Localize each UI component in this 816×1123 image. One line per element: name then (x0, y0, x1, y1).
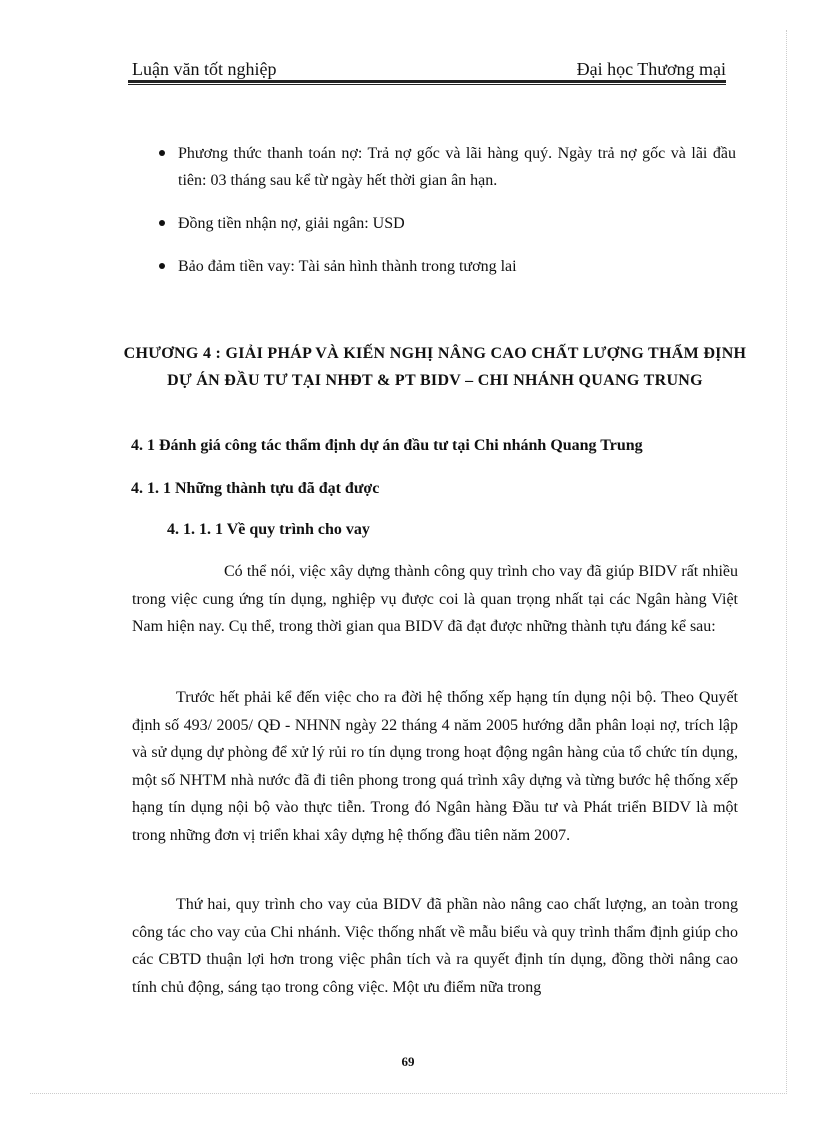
paragraph: Thứ hai, quy trình cho vay của BIDV đã phần nào nâng cao chất lượng, an toàn trong công tác cho vay của Chi nhánh. Việc thống nhất về mẫu biểu và quy trình thẩm định giúp cho các CBTD thuận lợi hơn trong việc phân tích và ra quyết định tín dụng, đồng thời nâng cao tính chủ động, sáng tạo trong công việc. Một ưu điểm nữa trong (132, 896, 738, 996)
header-right-title: Đại học Thương mại (576, 59, 726, 79)
list-item (158, 253, 736, 280)
list-item (158, 140, 736, 194)
header-left-title: Luận văn tốt nghiệp (132, 59, 277, 79)
bullet-dot-icon (159, 150, 165, 156)
list-item (158, 210, 736, 237)
section-heading-4-1: 4. 1 Đánh giá công tác thẩm định dự án đầu tư tại Chi nhánh Quang Trung (131, 437, 643, 454)
chapter-title: CHƯƠNG 4 : GIẢI PHÁP VÀ KIẾN NGHỊ NÂNG CAO CHẤT LƯỢNG THẨM ĐỊNH DỰ ÁN ĐẦU TƯ TẠI NHĐT & PT BIDV – CHI NHÁNH QUANG TRUNG (123, 345, 747, 389)
list-item-text: Bảo đảm tiền vay: Tài sản hình thành trong tương lai (178, 258, 517, 275)
bullet-dot-icon (159, 220, 165, 226)
page-number: 69 (401, 1054, 415, 1069)
paragraph: Có thể nói, việc xây dựng thành công quy trình cho vay đã giúp BIDV rất nhiều trong việc cung ứng tín dụng, nghiệp vụ được coi là quan trọng nhất tại các Ngân hàng Việt Nam hiện nay. Cụ thể, trong thời gian qua BIDV đã đạt được những thành tựu đáng kể sau: (132, 563, 738, 635)
header-rule-thick (128, 80, 726, 83)
header-rule-thin (128, 84, 726, 85)
paragraph: Trước hết phải kể đến việc cho ra đời hệ thống xếp hạng tín dụng nội bộ. Theo Quyết định số 493/ 2005/ QĐ - NHNN ngày 22 tháng 4 năm 2005 hướng dẫn phân loại nợ, trích lập và sử dụng dự phòng để xử lý rủi ro tín dụng trong hoạt động ngân hàng của tổ chức tín dụng, một số NHTM nhà nước đã đi tiên phong trong quá trình xây dựng và từng bước hệ thống xếp hạng tín dụng nội bộ vào thực tiễn. Trong đó Ngân hàng Đầu tư và Phát triển BIDV là một trong những đơn vị triển khai xây dựng hệ thống đầu tiên năm 2007. (132, 689, 738, 844)
list-item-text: Phương thức thanh toán nợ: Trả nợ gốc và lãi hàng quý. Ngày trả nợ gốc và lãi đầu tiên: 03 tháng sau kể từ ngày hết thời gian ân hạn. (178, 145, 736, 189)
list-item-text: Đồng tiền nhận nợ, giải ngân: USD (178, 215, 405, 232)
section-heading-4-1-1: 4. 1. 1 Những thành tựu đã đạt được (131, 480, 380, 497)
bullet-list (158, 140, 736, 296)
section-heading-4-1-1-1: 4. 1. 1. 1 Về quy trình cho vay (167, 521, 370, 538)
bullet-dot-icon (159, 263, 165, 269)
page-header (132, 52, 726, 80)
